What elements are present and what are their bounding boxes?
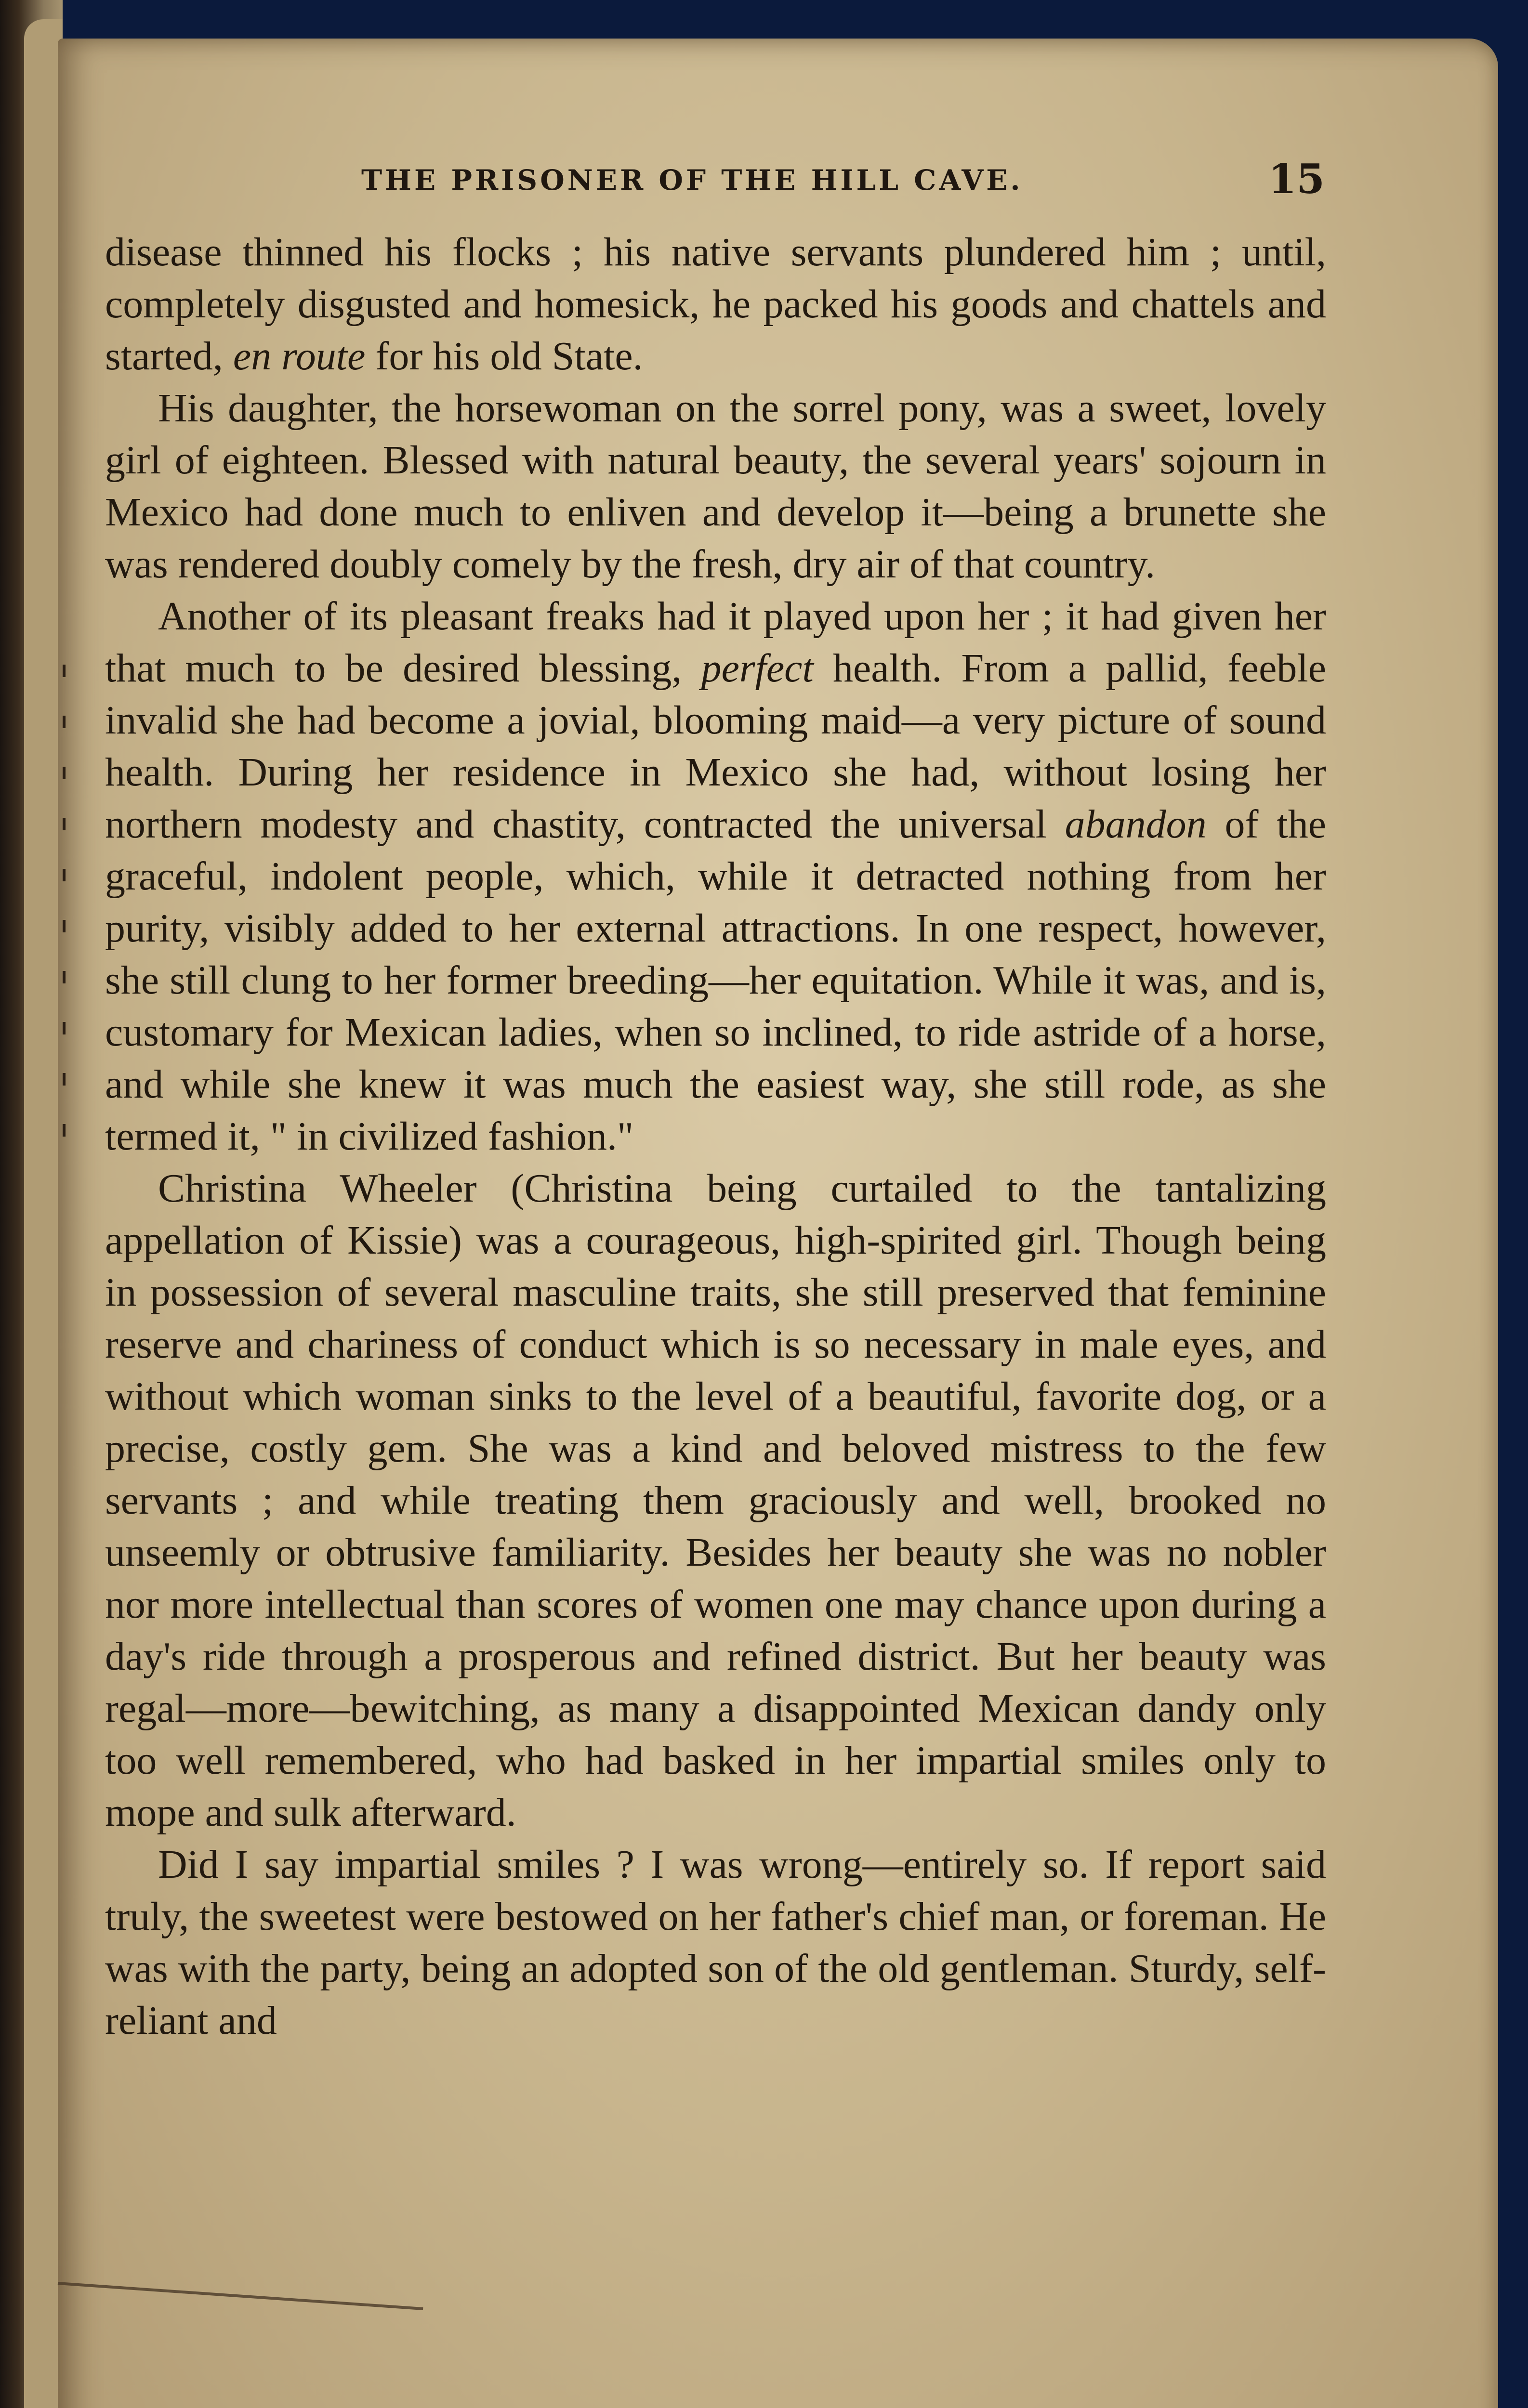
text-run: health. From a pallid, feeble invalid she had become a jovial, blooming maid—a very picture of sound health. During her residence in Mexico she had, without losing her northern modesty and chastity, contracted the universal [105, 646, 1326, 847]
gutter-marks [63, 665, 72, 1175]
text-run: Did I say impartial smiles ? I was wrong—entirely so. If report said truly, the sweetest were bestowed on her father's chief man, or foreman. He was with the party, being an adopted son of the old gentleman. Sturdy, self-reliant and [105, 1842, 1326, 2043]
paragraph-5 [105, 1839, 1326, 2047]
paragraph-2 [105, 382, 1326, 590]
page-number: 15 [1268, 155, 1325, 203]
paragraph-4 [105, 1163, 1326, 1839]
italic-phrase: abandon [1065, 802, 1207, 847]
text-run: disease thinned his flocks ; his native servants plundered him ; until, completely disgusted and homesick, he packed his goods and chattels and started, [105, 230, 1326, 379]
text-run: His daughter, the horsewoman on the sorrel pony, was a sweet, lovely girl of eighteen. Blessed with natural beauty, the several years' sojourn in Mexico had done much to enliven and develop it—being a brunette she was rendered doubly comely by the fresh, dry air of that country. [105, 386, 1326, 587]
facing-page-paper [24, 19, 63, 2408]
italic-phrase: en route [233, 334, 366, 379]
paragraph-3 [105, 590, 1326, 1163]
text-run: for his old State. [365, 334, 643, 379]
italic-phrase: perfect [701, 646, 814, 691]
facing-page-edge [0, 0, 63, 2408]
running-head: THE PRISONER OF THE HILL CAVE. [361, 164, 1023, 196]
paragraph-1 [105, 226, 1326, 382]
body-text [105, 226, 1326, 2047]
page-header [169, 155, 1325, 222]
text-run: Another of its pleasant freaks had it played upon her ; it had given her that much to be desired blessing, [105, 594, 1326, 691]
text-run: Christina Wheeler (Christina being curtailed to the tantalizing appellation of Kissie) was a courageous, high-spirited girl. Though being in possession of several masculine traits, she still preserved that feminine reserve and chariness of conduct which is so necessary in male eyes, and without which woman sinks to the level of a beautiful, favorite dog, or a precise, costly gem. She was a kind and beloved mistress to the few servants ; and while treating them graciously and well, brooked no unseemly or obtrusive familiarity. Besides her beauty she was no nobler nor more intellectual than scores of women one may chance upon during a day's ride through a prosperous and refined district. But her beauty was regal—more—bewitching, as many a disappointed Mexican dandy only too well remembered, who had basked in her impartial smiles only to mope and sulk afterward. [105, 1166, 1326, 1835]
text-run: of the graceful, indolent people, which, while it detracted nothing from her purity, visibly added to her external attractions. In one respect, however, she still clung to her former breeding—her equitation. While it was, and is, customary for Mexican ladies, when so inclined, to ride astride of a horse, and while she knew it was much the easiest way, she still rode, as she termed it, " in civilized fashion." [105, 802, 1326, 1159]
